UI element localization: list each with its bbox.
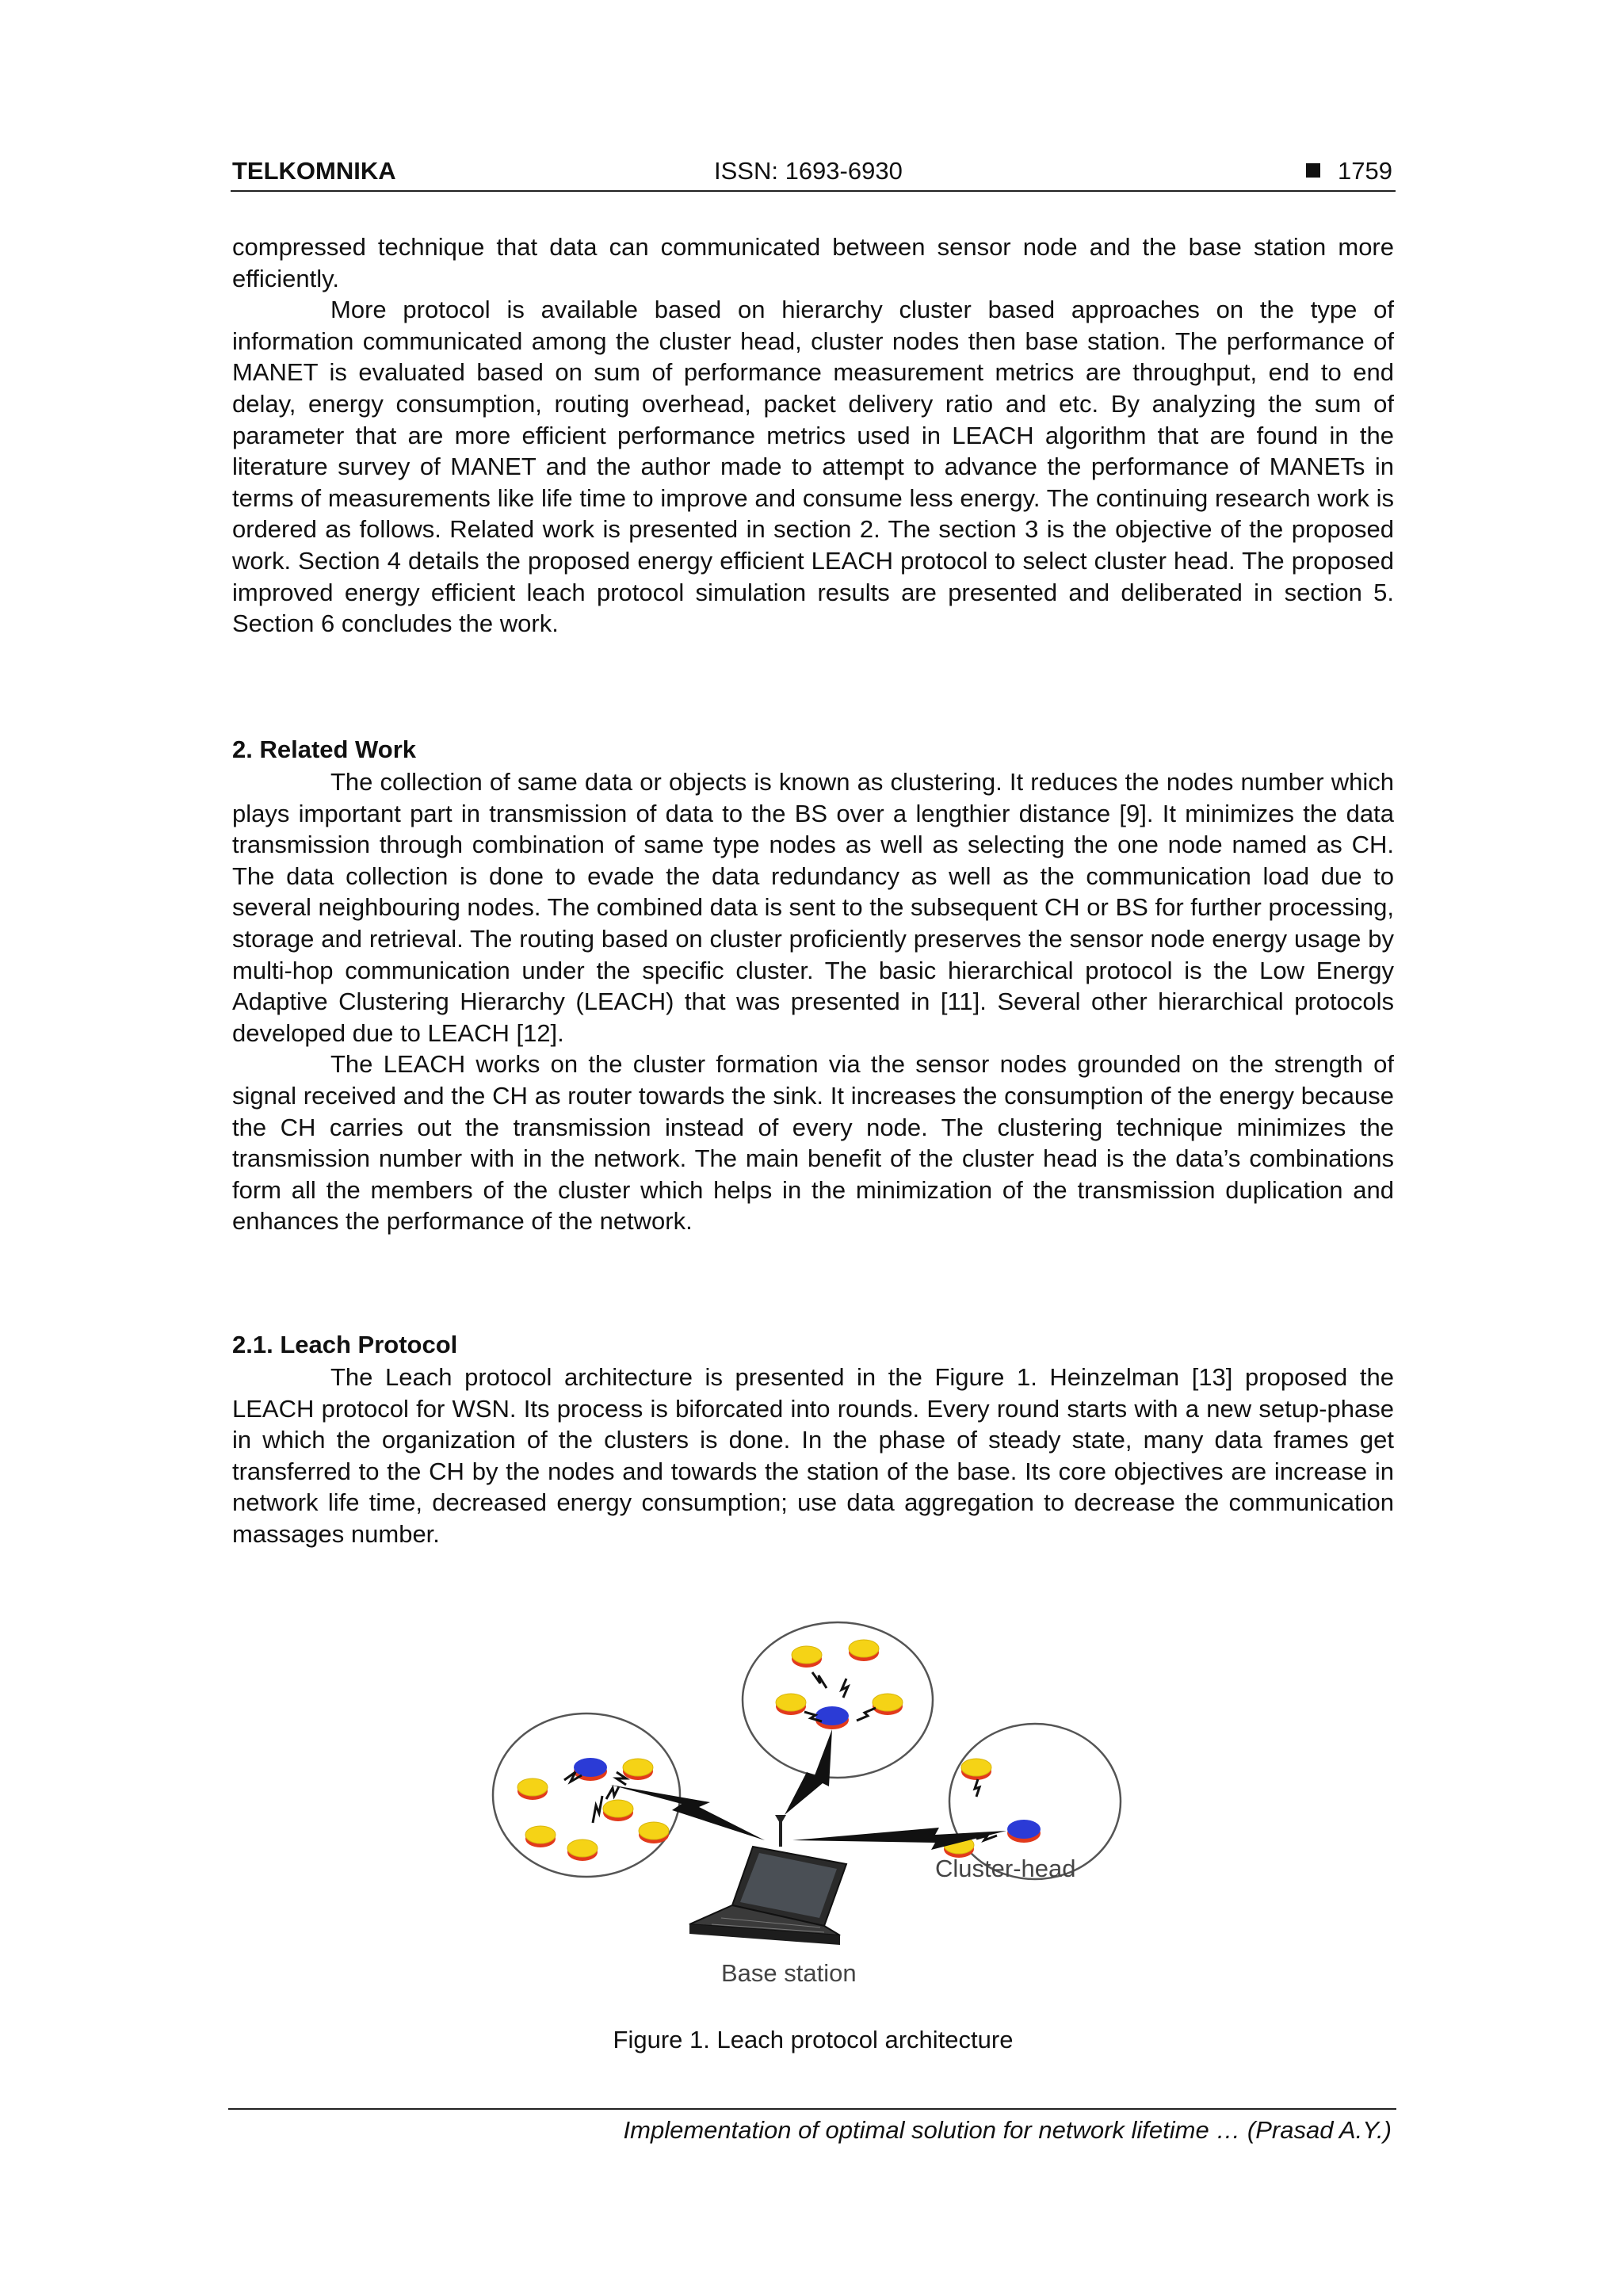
sensor-node (567, 1839, 598, 1861)
sensor-node (849, 1640, 879, 1661)
base-station-icon (689, 1815, 846, 1945)
page-number-block (1306, 157, 1392, 185)
issn: ISSN: 1693-6930 (714, 157, 903, 185)
paragraph-continuation: compressed technique that data can communicated between sensor node and the base station more efficiently. (232, 233, 1394, 292)
sensor-node (623, 1759, 653, 1780)
sensor-node (873, 1694, 903, 1715)
base-station-label: Base station (721, 1959, 857, 1987)
sensor-node (961, 1759, 991, 1780)
square-bullet-icon (1306, 163, 1320, 178)
sensor-node (517, 1778, 548, 1800)
sensor-node (792, 1646, 822, 1668)
related-work-body (232, 766, 1394, 1237)
cluster-head-label: Cluster-head (935, 1855, 1076, 1882)
sensor-node (639, 1822, 669, 1843)
footer-running-title: Implementation of optimal solution for network lifetime … (Prasad A.Y.) (623, 2116, 1392, 2144)
journal-name: TELKOMNIKA (232, 157, 396, 185)
cluster-top (743, 1622, 933, 1778)
sensor-node (525, 1826, 556, 1847)
intro-continuation (232, 231, 1394, 640)
paragraph-clustering: The collection of same data or objects is known as clustering. It reduces the nodes number which plays important part in transmission of data to the BS over a lengthier distance [9]. It minimizes the data transmission through combination of same type nodes as well as selecting the one node named as CH. The data collection is done to evade the data redundancy as well as the communication load due to several neighbouring nodes. The combined data is sent to the subsequent CH or BS for further processing, storage and retrieval. The routing based on cluster proficiently preserves the sensor node energy usage by multi-hop communication under the specific cluster. The basic hierarchical protocol is the Low Energy Adaptive Clustering Hierarchy (LEACH) that was presented in [11]. Several other hierarchical protocols developed due to LEACH [12]. (232, 768, 1394, 1047)
section-title-leach-protocol: 2.1. Leach Protocol (232, 1331, 458, 1358)
paragraph-overview: More protocol is available based on hierarchy cluster based approaches on the type of information communicated among the cluster head, cluster nodes then base station. The performance of MANET is evaluated based on sum of performance measurement metrics are throughput, end to end delay, energy consumption, routing overhead, packet delivery ratio and etc. By analyzing the sum of parameter that are more efficient performance metrics used in LEACH algorithm that are found in the literature survey of MANET and the author made to attempt to advance the performance of MANETs in terms of measurements like life time to improve and consume less energy. The continuing research work is ordered as follows. Related work is presented in section 2. The section 3 is the objective of the proposed work. Section 4 details the proposed energy efficient LEACH protocol to select cluster head. The proposed improved energy efficient leach protocol simulation results are presented and deliberated in section 5. Section 6 concludes the work. (232, 296, 1394, 638)
section-title-related-work: 2. Related Work (232, 735, 417, 763)
cluster-head-node (815, 1706, 849, 1729)
leach-diagram (491, 1617, 1141, 1997)
leach-protocol-body (232, 1362, 1394, 1550)
page-footer (228, 2108, 1396, 2144)
page-number: 1759 (1338, 157, 1392, 185)
figure-leach-architecture (491, 1617, 1141, 1997)
figure-caption: Figure 1. Leach protocol architecture (613, 2026, 1014, 2053)
sensor-node (603, 1800, 633, 1821)
paragraph-leach-works: The LEACH works on the cluster formation via the sensor nodes grounded on the strength of signal received and the CH as router towards the sink. It increases the consumption of the energy because the CH carries out the transmission instead of every node. The clustering technique minimizes the transmission number with in the network. The main benefit of the cluster head is the data’s combinations form all the members of the cluster which helps in the minimization of the transmission duplication and enhances the performance of the network. (232, 1050, 1394, 1236)
cluster-head-node (1007, 1820, 1041, 1843)
paragraph-leach-architecture: The Leach protocol architecture is presented in the Figure 1. Heinzelman [13] proposed the LEACH protocol for WSN. Its process is biforcated into rounds. Every round starts with a new setup-phase in which the organization of the clusters is done. In the phase of steady state, many data frames get transferred to the CH by the nodes and towards the station of the base. Its core objectives are increase in network life time, decreased energy consumption; use data aggregation to decrease the communication massages number. (232, 1363, 1394, 1548)
page-header (231, 155, 1396, 192)
sensor-node (776, 1694, 806, 1715)
